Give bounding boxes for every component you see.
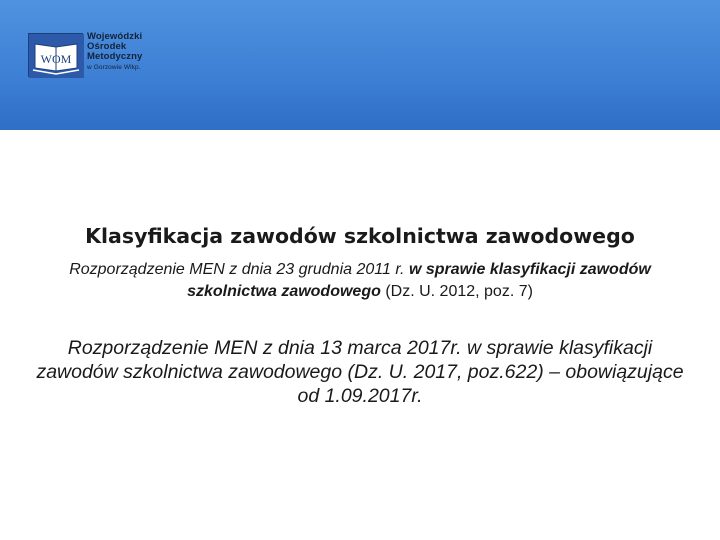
- logo-line-3: Metodyczny: [87, 51, 143, 62]
- regulation-2017: Rozporządzenie MEN z dnia 13 marca 2017r. w sprawie klasyfikacji zawodów szkolnictwa zawodowego (Dz. U. 2017, poz.622) – obowiązujące od 1.09.2017r.: [36, 337, 684, 407]
- regulation-2011-subject: w sprawie klasyfikacji zawodów szkolnictwa zawodowego: [187, 261, 651, 300]
- regulation-2011-citation: (Dz. U. 2012, poz. 7): [380, 283, 533, 300]
- regulation-2011-intro: Rozporządzenie MEN z dnia 23 grudnia 2011 r.: [69, 261, 409, 278]
- regulation-2011: [40, 259, 680, 303]
- wom-logo-mark: [28, 33, 83, 77]
- wom-logo-mark-text: WOM: [40, 52, 72, 66]
- logo-line-1: Wojewódzki: [87, 31, 143, 42]
- slide-title: Klasyfikacja zawodów szkolnictwa zawodowego: [85, 224, 635, 248]
- logo-line-2: Ośrodek: [87, 41, 127, 52]
- wom-logo: [28, 32, 156, 78]
- wom-logo-text: [87, 32, 159, 73]
- logo-line-4: w Gorzowie Wlkp.: [87, 64, 141, 71]
- book-icon: [29, 34, 84, 78]
